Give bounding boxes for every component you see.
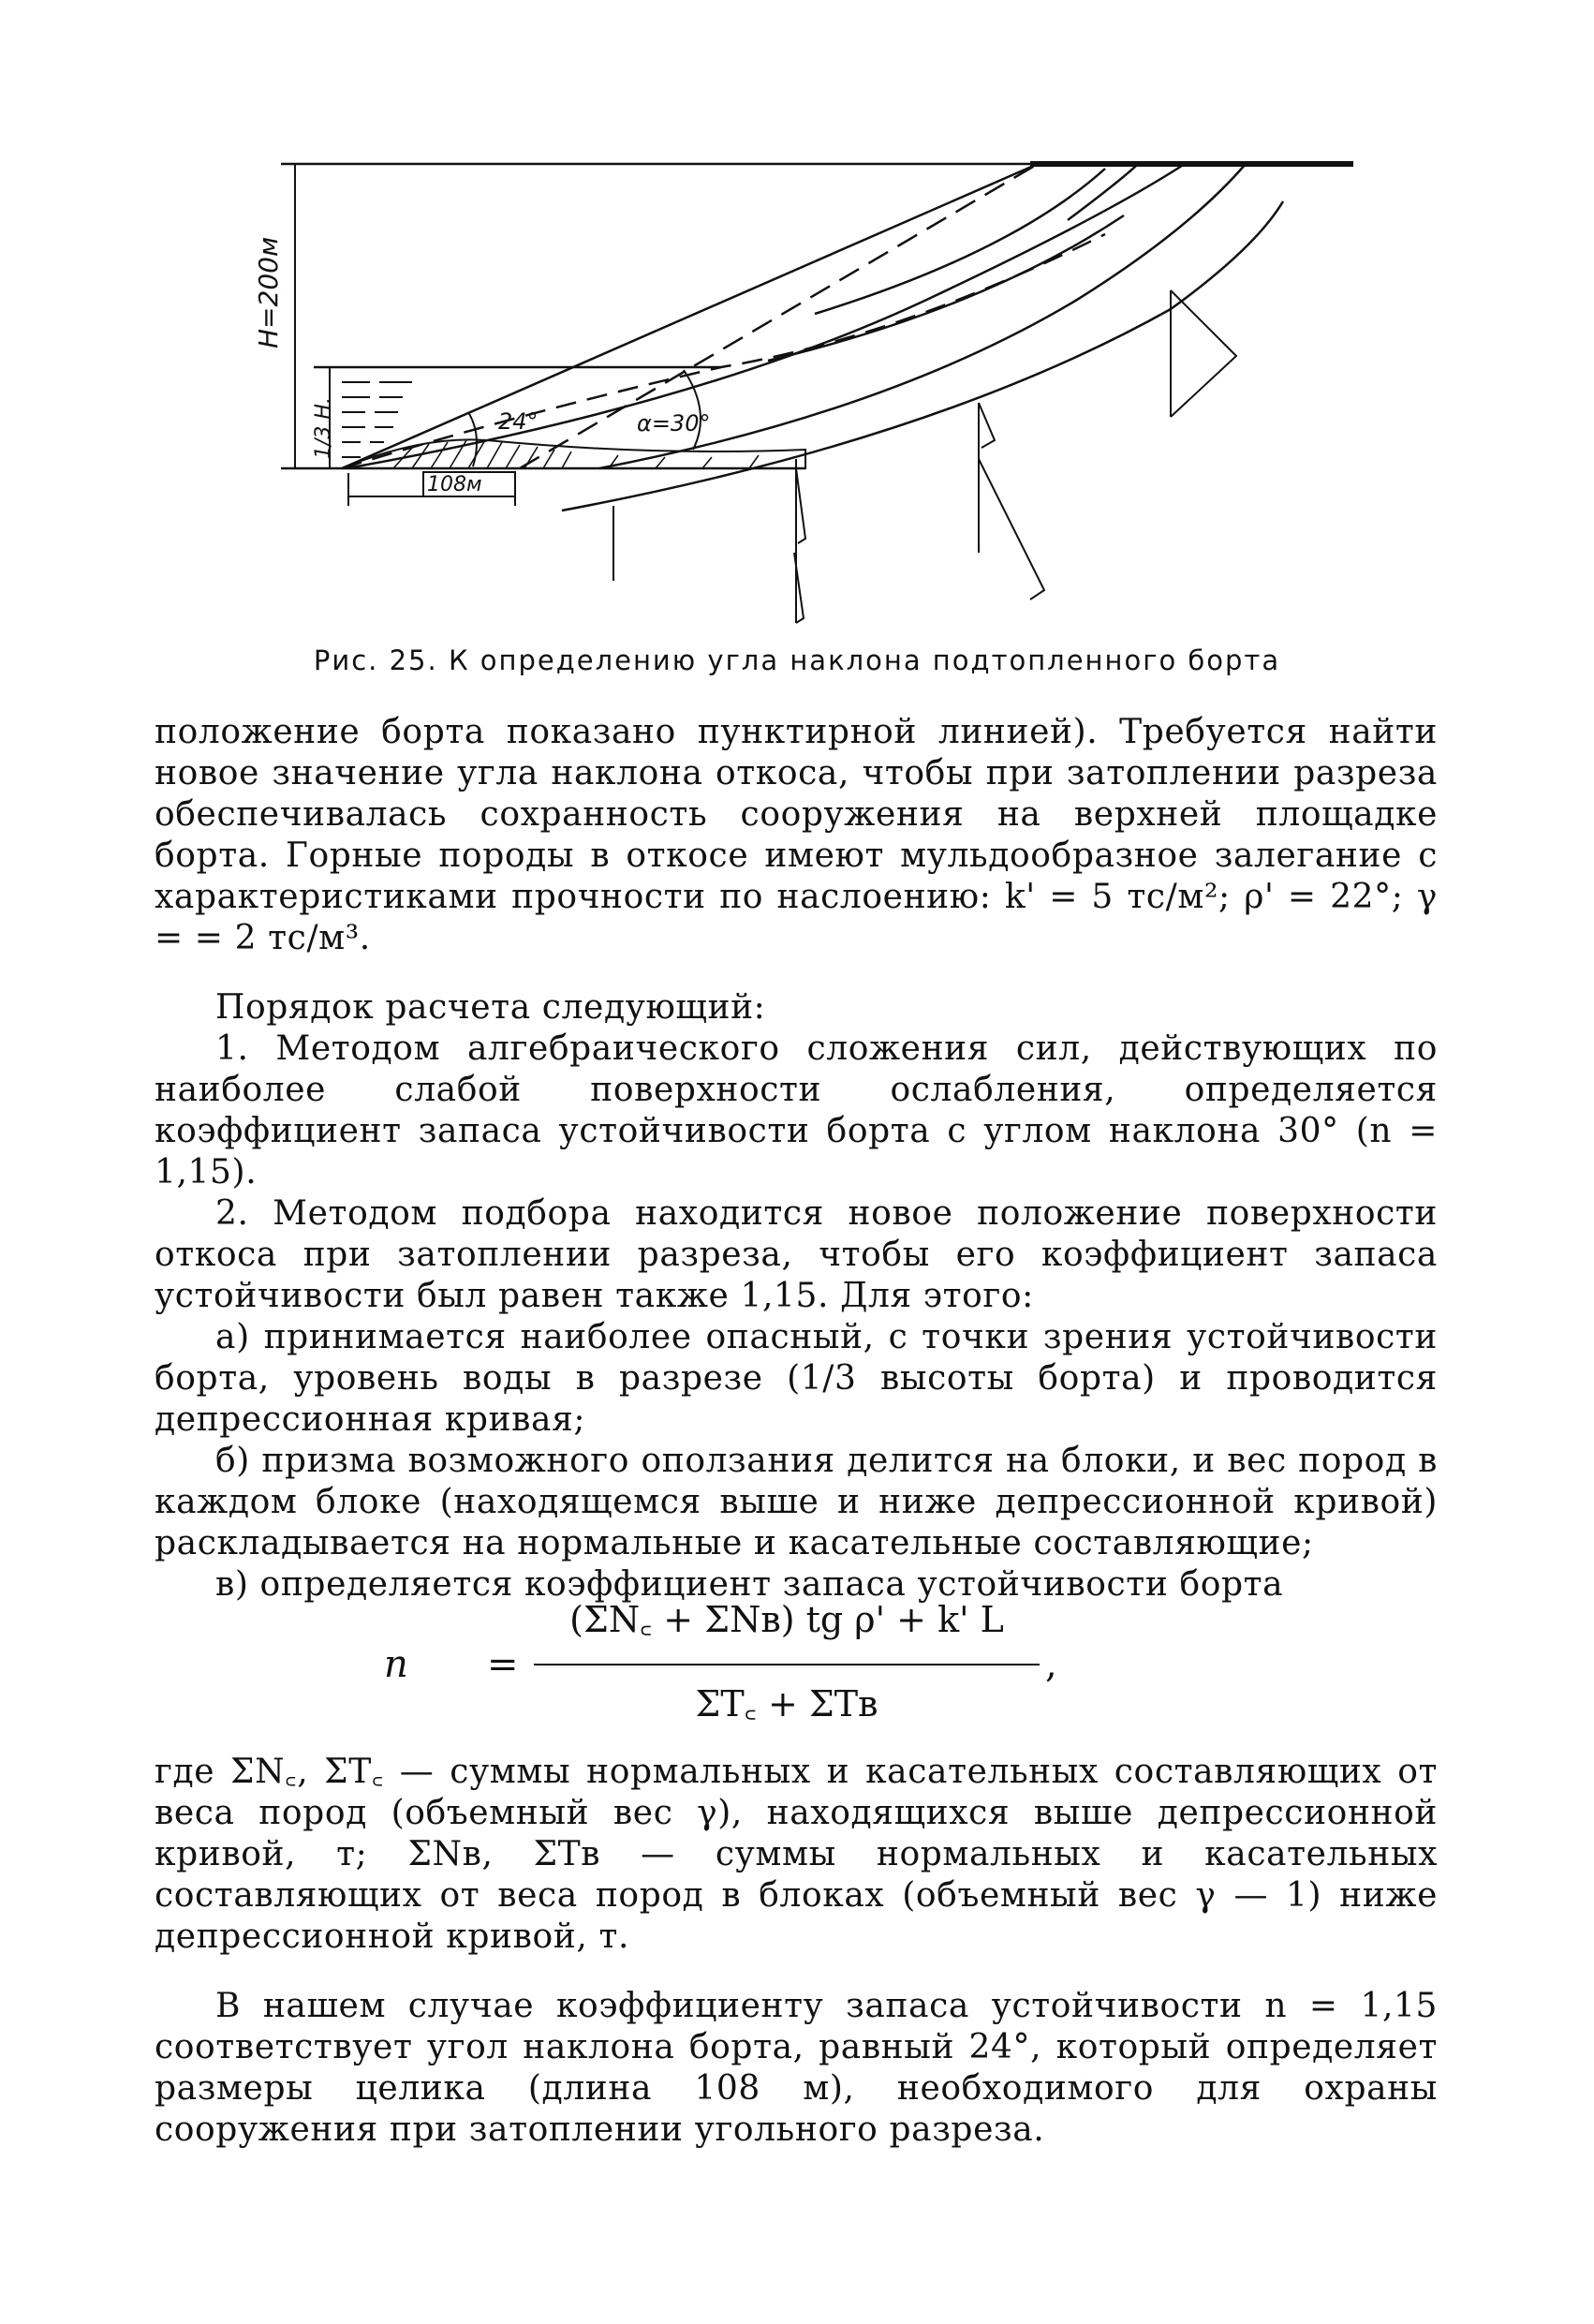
paragraph-5: а) принимается наиболее опасный, с точки зрения устойчивости борта, уровень воды в разрезе (1/3 высоты борта) и проводится депрессионная кривая; [155,1318,1438,1439]
paragraph-7: в) определяется коэффициент запаса устойчивости борта [215,1565,1284,1604]
text-block-1 [155,712,1438,1606]
slope-diagram [0,0,1594,693]
paragraph-2: Порядок расчета следующий: [215,988,766,1027]
formula-equals: = [487,1643,519,1686]
paragraph-1: положение борта показано пунктирной линией). Требуется найти новое значение угла наклона откоса, чтобы при затоплении разреза обеспечивалась сохранность сооружения на верхней площадке борта. Горные породы в откосе имеют мульдообразное залегание с характеристиками прочности по наслоению: k' = 5 тс/м²; ρ' = 22°; γ = = 2 тс/м³. [155,713,1438,957]
figure-25 [0,0,1594,693]
label-length: 108м [427,473,482,496]
paragraph-8: где ΣN꜀, ΣT꜀ — суммы нормальных и касательных составляющих от веса пород (объемный вес γ), находящихся выше депрессионной кривой, т; ΣNв, ΣTв — суммы нормальных и касательных составляющих от веса пород в блоках (объемный вес γ — 1) ниже депрессионной кривой, т. [155,1753,1438,1956]
paragraph-6: б) призма возможного оползания делится на блоки, и вес пород в каждом блоке (находящемся выше и ниже депрессионной кривой) раскладывается на нормальные и касательные составляющие; [155,1442,1438,1562]
slip-arc-3 [562,201,1283,511]
label-alpha: α=30° [637,410,711,437]
label-third: 1/3 H. [312,397,335,459]
formula-comma: , [1045,1643,1057,1686]
label-angle-24: 24° [498,408,539,435]
paragraph-4: 2. Методом подбора находится новое положение поверхности откоса при затоплении разреза, чтобы его коэффициент запаса устойчивости был равен также 1,15. Для этого: [155,1194,1438,1315]
figure-caption: Рис. 25. К определению угла наклона подтопленного борта [313,644,1281,676]
formula-denominator: ΣT꜀ + ΣTв [695,1683,878,1724]
water-hatch [342,382,412,457]
old-slope-30 [520,164,1038,468]
paragraph-9: В нашем случае коэффициенту запаса устойчивости n = 1,15 соответствует угол наклона борта, равный 24°, который определяет размеры целика (длина 108 м), необходимого для охраны сооружения при затоплении угольного разреза. [155,1987,1438,2149]
formula-lhs: n [384,1643,408,1686]
fraction-bar [534,1664,1040,1665]
label-height: H=200м [253,236,284,348]
paragraph-3: 1. Методом алгебраического сложения сил, действующих по наиболее слабой поверхности ослабления, определяется коэффициент запаса устойчивости борта с углом наклона 30° (n = 1,15). [155,1029,1438,1192]
formula-numerator: (ΣN꜀ + ΣNв) tg ρ' + k' L [569,1599,1004,1640]
stability-formula [0,1594,1594,1735]
text-block-2 [155,1752,1438,2151]
slip-arc-1 [347,164,1185,468]
